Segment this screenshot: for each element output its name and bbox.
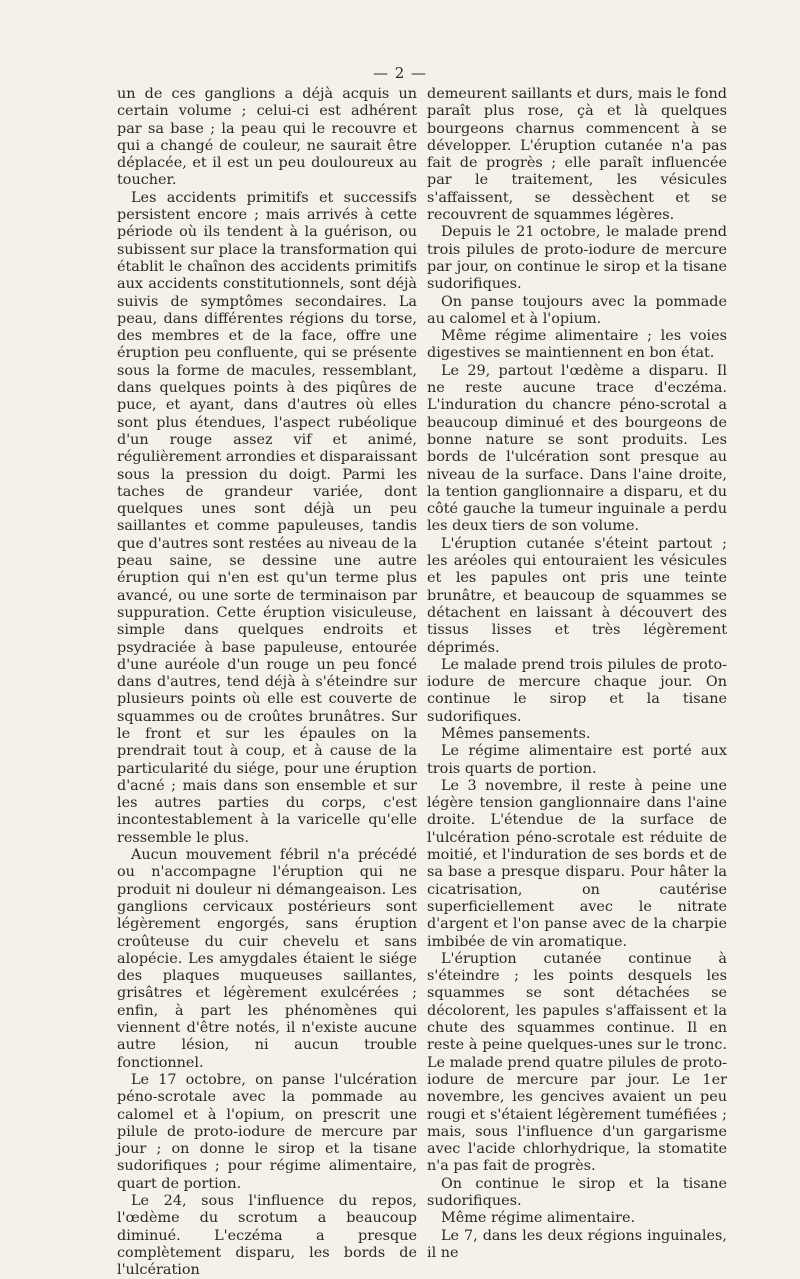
paragraph: Le 7, dans les deux régions inguinales, il ne [427, 1227, 727, 1261]
paragraph: Le 29, partout l'œdème a disparu. Il ne reste aucune trace d'eczéma. L'induration du chancre péno-scrotal a beaucoup diminué et des bourgeons de bonne nature se sont produits. Les bords de l'ulcération sont presque au niveau de la surface. Dans l'aine droite, la tention ganglionnaire a disparu, et du côté gauche la tumeur inguinale a perdu les deux tiers de son volume. [427, 362, 727, 535]
right-column [427, 86, 727, 1262]
paragraph: Les accidents primitifs et successifs persistent encore ; mais arrivés à cette période où ils tendent à la guérison, ou subissent sur place la transformation qui établit le chaînon des accidents primitifs aux accidents constitutionnels, sont déjà suivis de symptômes secondaires. La peau, dans différentes régions du torse, des membres et de la face, offre une éruption peu confluente, qui se présente sous la forme de macules, ressemblant, dans quelques points à des piqûres de puce, et ayant, dans d'autres où elles sont plus étendues, l'aspect rubéolique d'un rouge assez vif et animé, régulièrement arrondies et disparaissant sous la pression du doigt. Parmi les taches de grandeur variée, dont quelques unes sont déjà un peu saillantes et comme papuleuses, tandis que d'autres sont restées au niveau de la peau saine, se dessine une autre éruption qui n'en est qu'un terme plus avancé, ou une sorte de terminaison par suppuration. Cette éruption visiculeuse, simple dans quelques endroits et psydraciée à base papuleuse, entourée d'une auréole d'un rouge un peu foncé dans d'autres, tend déjà à s'éteindre sur plusieurs points où elle est couverte de squammes ou de croûtes brunâtres. Sur le front et sur les épaules on la prendrait tout à coup, et à cause de la particularité du siége, pour une éruption d'acné ; mais dans son ensemble et sur les autres parties du corps, c'est incontestablement à la varicelle qu'elle ressemble le plus. [117, 189, 417, 846]
paragraph: Mêmes pansements. [441, 725, 591, 742]
paragraph: L'éruption cutanée continue à s'éteindre ; les points desquels les squammes se sont détachées se décolorent, les papules s'affaissent et la chute des squammes continue. Il en reste à peine quelques-unes sur le tronc. Le malade prend quatre pilules de proto-iodure de mercure par jour. Le 1er novembre, les gencives avaient un peu rougi et s'étaient légèrement tuméfiées ; mais, sous l'influence d'un gargarisme avec l'acide chlorhydrique, la stomatite n'a pas fait de progrès. [427, 950, 727, 1175]
paragraph: Le 17 octobre, on panse l'ulcération péno-scrotale avec la pommade au calomel et à l'opium, on prescrit une pilule de proto-iodure de mercure par jour ; on donne le sirop et la tisane sudorifiques ; pour régime alimentaire, quart de portion. [117, 1071, 417, 1192]
paragraph: Depuis le 21 octobre, le malade prend trois pilules de proto-iodure de mercure par jour, on continue le sirop et la tisane sudorifiques. [427, 224, 727, 293]
paragraph: L'éruption cutanée s'éteint partout ; les aréoles qui entouraient les vésicules et les papules ont pris une teinte brunâtre, et beaucoup de squammes se détachent en laissant à découvert des tissus lisses et très légèrement déprimés. [427, 535, 727, 656]
paragraph: Même régime alimentaire ; les voies digestives se maintiennent en bon état. [427, 328, 727, 362]
paragraph: un de ces ganglions a déjà acquis un certain volume ; celui-ci est adhérent par sa base ; la peau qui le recouvre et qui a changé de couleur, ne saurait être déplacée, et il est un peu douloureux au toucher. [117, 86, 417, 189]
paragraph: demeurent saillants et durs, mais le fond paraît plus rose, çà et là quelques bourgeons charnus commencent à se développer. L'éruption cutanée n'a pas fait de progrès ; elle paraît influencée par le traitement, les vésicules s'affaissent, se dessèchent et se recouvrent de squammes légères. [427, 86, 727, 224]
left-column [117, 86, 417, 1279]
paragraph: On panse toujours avec la pommade au calomel et à l'opium. [427, 293, 727, 327]
paragraph: Le malade prend trois pilules de proto-iodure de mercure chaque jour. On continue le sirop et la tisane sudorifiques. [427, 656, 727, 725]
paragraph: Même régime alimentaire. [441, 1210, 636, 1227]
paragraph: On continue le sirop et la tisane sudorifiques. [427, 1175, 727, 1209]
paragraph: Le régime alimentaire est porté aux trois quarts de portion. [427, 743, 727, 777]
page-number: — 2 — [372, 64, 428, 82]
paragraph: Aucun mouvement fébril n'a précédé ou n'accompagne l'éruption qui ne produit ni douleur ni démangeaison. Les ganglions cervicaux postérieurs sont légèrement engorgés, sans éruption croûteuse du cuir chevelu et sans alopécie. Les amygdales étaient le siége des plaques muqueuses saillantes, grisâtres et légèrement exulcérées ; enfin, à part les phénomènes qui viennent d'être notés, il n'existe aucune autre lésion, ni aucun trouble fonctionnel. [117, 847, 417, 1071]
paragraph: Le 3 novembre, il reste à peine une légère tension ganglionnaire dans l'aine droite. L'étendue de la surface de l'ulcération péno-scrotale est réduite de moitié, et l'induration de ses bords et de sa base a presque disparu. Pour hâter la cicatrisation, on cautérise superficiellement avec le nitrate d'argent et l'on panse avec de la charpie imbibée de vin aromatique. [427, 777, 727, 950]
paragraph: Le 24, sous l'influence du repos, l'œdème du scrotum a beaucoup diminué. L'eczéma a presque complètement disparu, les bords de l'ulcération [117, 1193, 417, 1279]
